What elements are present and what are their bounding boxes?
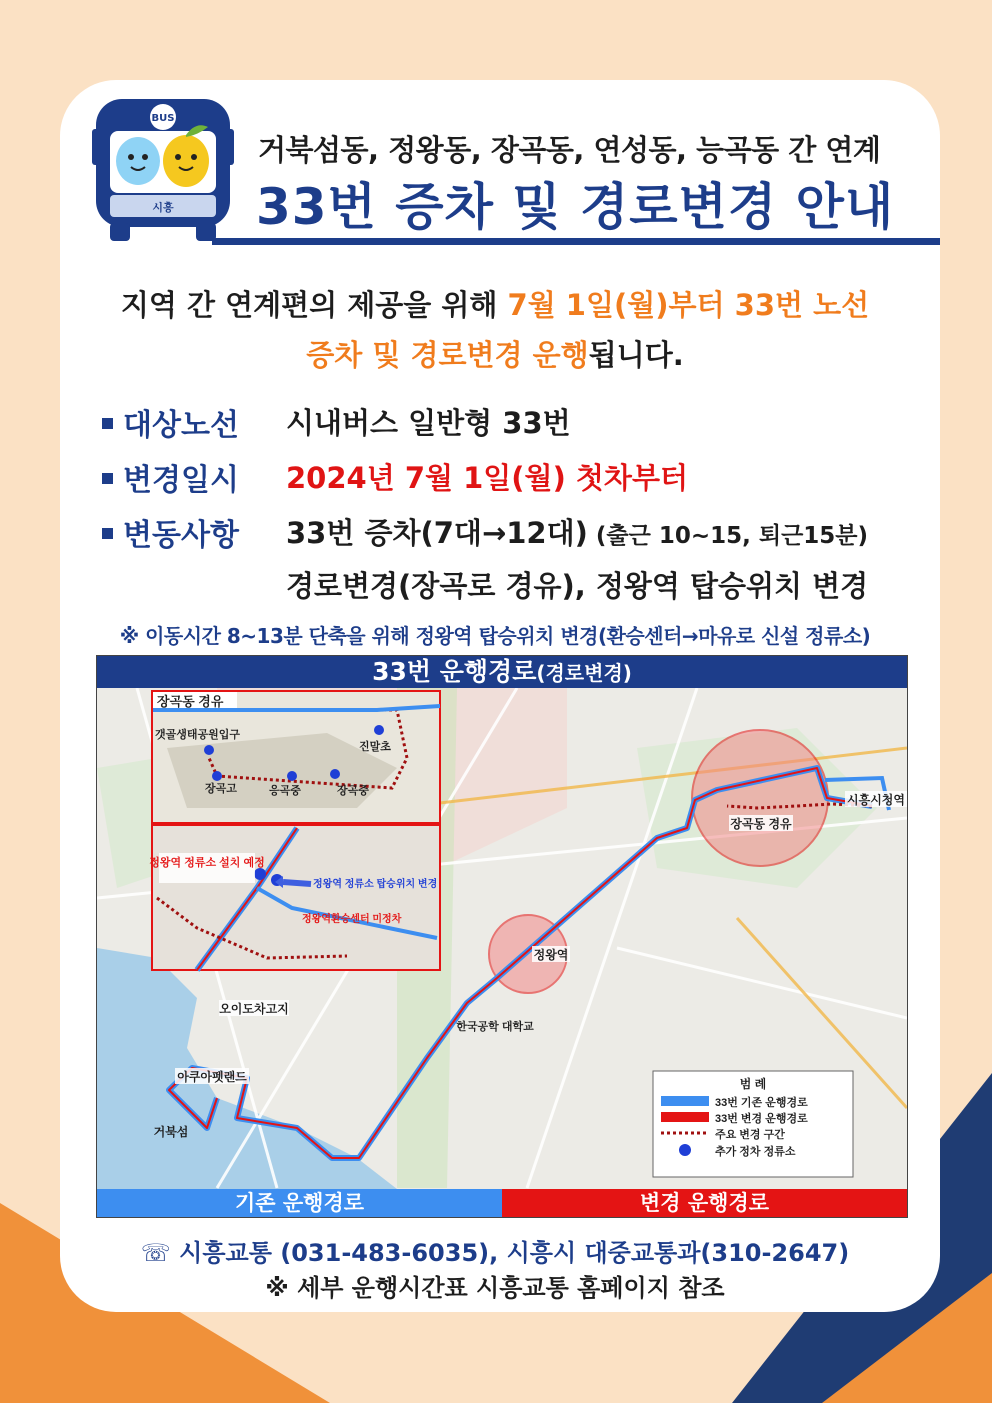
inset-top-title: 장곡동 경유 [157, 694, 224, 709]
map-footer [97, 1189, 907, 1217]
inset-red-note: 정왕역환승센터 미정차 [302, 914, 402, 925]
detail-value-route: 시내버스 일반형 33번 [286, 406, 571, 440]
intro-highlight-2: 증차 및 경로변경 운행 [306, 338, 589, 372]
place-oido: 오이도차고지 [219, 1002, 289, 1016]
place-jangok: 장곡동 경유 [730, 817, 792, 831]
legend-existing: 33번 기존 운행경로 [715, 1097, 808, 1109]
route-map-image [97, 688, 907, 1189]
bullet-icon [102, 528, 113, 539]
footer-existing-route: 기존 운행경로 [97, 1189, 502, 1217]
intro-highlight: 7월 1일(월)부터 33번 노선 [507, 288, 870, 322]
detail-value-date: 2024년 7월 1일(월) 첫차부터 [286, 461, 688, 495]
inset-stop-1: 갯골생태공원입구 [155, 729, 241, 741]
map-legend [653, 1071, 853, 1177]
route-map [96, 655, 908, 1218]
intro-text-2: 됩니다. [588, 338, 684, 372]
jangok-highlight [692, 730, 828, 866]
title-underline [212, 238, 940, 245]
timetable-reference: ※ 세부 운행시간표 시흥교통 홈페이지 참조 [265, 1274, 725, 1302]
legend-changed: 33번 변경 운행경로 [715, 1113, 808, 1125]
detail-value-changes: 33번 증차(7대→12대) (출근 10~15, 퇴근15분) [286, 516, 869, 550]
place-university: 한국공학 대학교 [456, 1021, 534, 1033]
intro-line-2 [70, 333, 920, 374]
logo-bus-text: BUS [151, 113, 175, 124]
place-siheung-station: 시흥시청역 [847, 793, 905, 807]
place-geobukseom: 거북섬 [153, 1125, 189, 1139]
bus-mascot-logo [88, 95, 238, 245]
intro-text: 지역 간 연계편의 제공을 위해 [120, 288, 508, 322]
logo-city-text: 시흥 [152, 201, 174, 214]
contact-info: ☏ 시흥교통 (031-483-6035), 시흥시 대중교통과(310-2647) [140, 1239, 850, 1267]
inset-stop-planned: 정왕역 정류소 설치 예정 [149, 857, 265, 869]
inset-stop-4: 응곡중 [269, 785, 301, 797]
place-aqua: 아쿠아펫랜드 [177, 1070, 247, 1084]
legend-added-stop: 추가 정차 정류소 [715, 1146, 796, 1158]
inset-arrow-note: 정왕역 정류소 탑승위치 변경 [313, 879, 438, 890]
inset-stop-2: 진말초 [359, 741, 391, 753]
detail-label-route: 대상노선 [102, 400, 239, 444]
place-jeongwang: 정왕역 [533, 948, 569, 962]
detail-label-changes: 변동사항 [102, 510, 239, 554]
page-title: 33번 증차 및 경로변경 안내 [256, 178, 895, 236]
inset-stop-5: 장곡중 [337, 785, 369, 797]
subtitle: 거북섬동, 정왕동, 장곡동, 연성동, 능곡동 간 연계 [258, 133, 881, 167]
map-title: 33번 운행경로(경로변경) [97, 656, 907, 688]
inset-stop-3: 장곡고 [205, 783, 237, 795]
legend-title: 범 례 [739, 1077, 767, 1091]
detail-label-date: 변경일시 [102, 455, 239, 499]
bullet-icon [102, 418, 113, 429]
bullet-icon [102, 473, 113, 484]
inset-jangok [152, 691, 440, 823]
legend-key-change: 주요 변경 구간 [715, 1129, 785, 1141]
footer-changed-route: 변경 운행경로 [502, 1189, 907, 1217]
intro-line-1 [70, 283, 920, 324]
time-saving-note: ※ 이동시간 8~13분 단축을 위해 정왕역 탑승위치 변경(환승센터→마유로 신설 정류소) [119, 624, 871, 648]
detail-value-changes-2: 경로변경(장곡로 경유), 정왕역 탑승위치 변경 [286, 569, 869, 603]
inset-jeongwang [149, 825, 440, 970]
